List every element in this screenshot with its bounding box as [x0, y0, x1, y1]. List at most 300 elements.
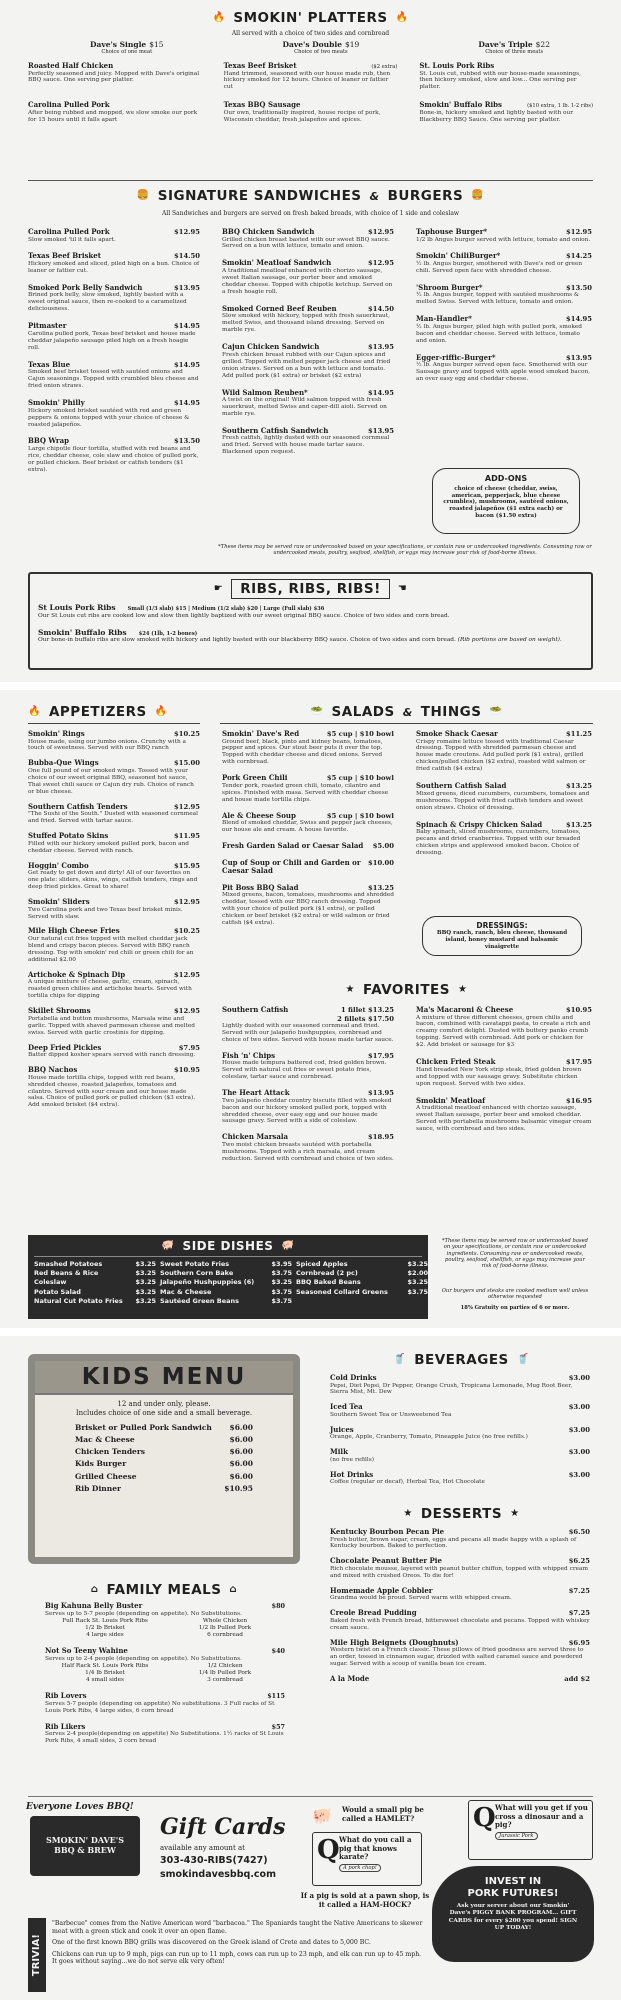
kids-item	[75, 1459, 253, 1468]
pointing-hand-icon: ☚	[397, 583, 408, 595]
item-desc: Hickory smoked brisket sautéed with red and green peppers & onions topped with your choice of cheese & roasted jalapeños.	[28, 407, 190, 428]
item-name: Roasted Half Chicken	[28, 61, 114, 70]
item-desc: Filled with our hickory smoked pulled pork, bacon and cheddar cheese. Served with ranch.	[28, 840, 189, 854]
item-name: Smoke Shack Caesar	[416, 729, 498, 738]
kids-item-name: Grilled Cheese	[75, 1471, 137, 1481]
item-name: Milk	[330, 1447, 348, 1457]
item-desc: Rich chocolate mousse, layered with peanut butter chiffon, topped with whipped cream and mixed with crushed Oreos. To die for!	[330, 1565, 588, 1579]
family-meals	[45, 1602, 285, 1753]
side-name: Sweet Potato Fries	[160, 1259, 230, 1268]
item-price: $13.50	[173, 437, 200, 446]
item-name: Texas Beef Brisket	[28, 251, 101, 261]
pig-icon: 🐖	[161, 1240, 175, 1252]
kids-sub-1: 12 and under only, please.	[117, 1400, 211, 1408]
q-mark: Q	[473, 1803, 496, 1833]
menu-item	[416, 315, 592, 344]
item-name: Man-Handler*	[416, 314, 472, 324]
menu-item	[330, 1403, 590, 1418]
karate-question: What do you call a pig that knows karate?	[339, 1835, 412, 1862]
item-name: Mile High Cheese Fries	[28, 926, 120, 936]
item-desc: Lightly dusted with our seasoned cornmeal and fried. Served with our jalapeño hushpuppies, cornbread and choice of two sides. Served with house made tartar sauce.	[222, 1022, 394, 1043]
item-name: Pitmaster	[28, 321, 67, 331]
pointing-hand-icon: ☛	[213, 583, 224, 595]
menu-item	[28, 1007, 200, 1036]
side-name	[296, 1297, 396, 1306]
item-name: Bubba-Que Wings	[28, 758, 99, 768]
house-icon: ⌂	[229, 1584, 238, 1596]
ribs-title: RIBS, RIBS, RIBS!	[231, 579, 390, 599]
item-price: $14.50	[367, 304, 394, 313]
family-name: Rib Likers	[45, 1721, 86, 1731]
item-desc: ½ lb. Angus burger, piled high with pulled pork, smoked bacon and cheddar cheese. Served with lettuce, tomato and onion.	[416, 323, 582, 344]
burger-column	[416, 228, 592, 392]
star-icon: ★	[345, 984, 356, 996]
kids-item	[75, 1423, 253, 1432]
size-price: $22	[535, 40, 550, 49]
item-price: $7.25	[568, 1586, 590, 1595]
side-dishes-panel	[28, 1235, 428, 1319]
family-meal	[45, 1602, 285, 1639]
item-price: $13.25	[565, 782, 592, 791]
platter-size-name	[478, 40, 550, 49]
kids-item-name: Rib Dinner	[75, 1483, 121, 1493]
item-desc: ½ lb. Angus burger, smothered with Dave's red or green chili. Served open face with shredded cheese.	[416, 261, 583, 274]
menu-item	[330, 1448, 590, 1463]
item-name: Fish 'n' Chips	[222, 1050, 276, 1060]
phone-number[interactable]: 303-430-RIBS(7427)	[160, 1855, 268, 1866]
item-price: 1 fillet $13.25	[340, 1006, 394, 1014]
addons-box	[432, 468, 580, 534]
item-price: $12.95	[565, 228, 592, 236]
item-name: Fresh Garden Salad or Caesar Salad	[222, 841, 364, 851]
item-price: $13.95	[565, 353, 592, 362]
menu-item	[222, 1133, 394, 1162]
side-name: Seasoned Collard Greens	[296, 1287, 388, 1296]
item-name: Carolina Pulled Pork	[28, 227, 110, 236]
sandwiches-title: SIGNATURE SANDWICHES	[157, 188, 362, 204]
family-contents	[45, 1663, 285, 1670]
item-desc: A unique mixture of cheese, garlic, cream, spinach, roasted green chilies and artichoke hearts. Served with tortilla chips for dipping	[28, 979, 192, 1000]
item-price: $7.95	[178, 1043, 200, 1052]
kids-item	[75, 1472, 253, 1481]
item-header	[28, 927, 200, 936]
gift-card-image	[30, 1816, 140, 1876]
menu-item	[222, 343, 394, 379]
platter-size-name	[90, 40, 164, 49]
kids-item-price: $6.00	[229, 1471, 253, 1481]
item-name: Taphouse Burger*	[416, 227, 488, 236]
item-name: Southern Catfish Salad	[416, 781, 507, 791]
family-header	[45, 1692, 285, 1701]
item-name: Pit Boss BBQ Salad	[222, 882, 299, 892]
dino-question: What will you get if you cross a dinosaur and a pig?	[495, 1803, 588, 1830]
item-desc: Our natural cut fries topped with melted cheddar jack blend and crispy bacon pieces. Served with BBQ ranch dressing. Top with smokin' red chili or green chili for an additional $2.00	[28, 936, 194, 963]
item-name: Smokin' Rings	[28, 729, 85, 738]
item-price: $7.25	[568, 1609, 590, 1618]
item-header	[419, 101, 593, 110]
item-name: Deep Fried Pickles	[28, 1042, 102, 1052]
side-name: Red Beans & Rice	[34, 1269, 99, 1278]
item-name: Cajun Chicken Sandwich	[222, 342, 320, 352]
dressings-title: DRESSINGS:	[476, 921, 528, 930]
side-price: $3.25	[135, 1287, 156, 1296]
item-desc: Fresh catfish, lightly dusted with our seasoned cornmeal and fried. Served with house made tartar sauce. Blackened upon request.	[222, 435, 390, 456]
addons-desc: choice of cheese (cheddar, swiss, american, pepperjack, blue cheese crumbles), mushrooms, sautéed onions, roasted jalapeños ($1 extra each) or bacon ($1.50 extra)	[443, 485, 569, 519]
menu-item	[416, 354, 592, 383]
item-price: $5 cup | $10 bowl	[326, 774, 394, 783]
item-header	[28, 1007, 200, 1016]
side-price: $3.25	[135, 1278, 156, 1287]
item-header	[224, 62, 398, 71]
item-desc: Our own, traditionally inspired, house recipe of pork, Wisconsin cheddar, fresh jalapeños and spices.	[223, 109, 381, 123]
item-name: Smokin' Meatloaf	[416, 1095, 486, 1105]
item-header	[416, 354, 592, 363]
invest-line-1: INVEST IN	[484, 1876, 542, 1887]
item-desc: Batter dipped kosher spears served with ranch dressing.	[28, 1052, 196, 1059]
menu-page-3	[0, 1336, 621, 2000]
item-header	[330, 1587, 590, 1596]
family-desc: Serves up to 2-4 people (depending on appetite). No Substitutions.	[45, 1655, 242, 1662]
menu-item	[28, 971, 200, 1000]
family-left: 1/2 lb Brisket	[85, 1624, 125, 1631]
item-name: Wild Salmon Reuben*	[222, 387, 308, 397]
item-header	[330, 1448, 590, 1457]
item-name: The Heart Attack	[222, 1088, 290, 1098]
item-desc: Mixed greens, diced cucumbers, cucumbers, tomatoes and mushrooms. Topped with fried catfish tenders and sweet onion straws. Choice of dressing.	[416, 790, 590, 811]
side-price: $3.25	[407, 1278, 428, 1287]
menu-item	[330, 1609, 590, 1631]
platter-sizes	[90, 40, 550, 55]
menu-item	[28, 730, 200, 752]
item-header	[28, 1044, 200, 1053]
menu-item	[416, 821, 592, 857]
dino-joke-box	[468, 1800, 593, 1860]
menu-item	[416, 1006, 592, 1049]
family-right: 6 cornbread	[207, 1631, 243, 1638]
beverages-header	[330, 1352, 593, 1368]
menu-item	[330, 1675, 590, 1684]
sandwiches-subtitle: All Sandwiches and burgers are served on fresh baked breads, with choice of 1 side and coleslaw	[161, 210, 460, 217]
item-desc: Tender pork, roasted green chili, tomato, cilantro and spices. Finished with masa. Served with cheddar cheese and house made tortilla chips.	[222, 782, 389, 803]
logo-text: SMOKIN' DAVE'S BBQ & BREW	[46, 1835, 124, 1855]
star-icon: ★	[457, 984, 468, 996]
family-header	[45, 1647, 285, 1656]
menu-item	[28, 228, 200, 243]
item-desc: Hand trimmed, seasoned with our house made rub, then hickory smoked for 12 hours. Choice of leaner or fattier cut	[223, 70, 391, 91]
menu-item	[28, 832, 200, 854]
trivia-label-box	[28, 1918, 46, 1992]
side-price: $3.75	[407, 1287, 428, 1296]
item-desc: Southern Sweet Tea or Unsweetened Tea	[330, 1411, 452, 1418]
item-price: $10.00	[367, 858, 394, 867]
flame-icon: 🔥	[212, 12, 226, 24]
side-row	[34, 1259, 428, 1269]
menu-item	[419, 62, 593, 91]
item-price: $10.25	[173, 927, 200, 936]
menu-item	[222, 1006, 394, 1044]
kids-item-price: $10.95	[224, 1483, 253, 1493]
menu-item	[28, 927, 200, 963]
item-header	[222, 228, 394, 237]
menu-item	[28, 361, 200, 390]
size-note: Choice of one meat	[101, 49, 153, 56]
item-price: $15.95	[173, 861, 200, 870]
stl-ribs-name: St Louis Pork Ribs	[38, 603, 116, 613]
family-name: Rib Lovers	[45, 1690, 87, 1700]
item-price: $12.95	[173, 228, 200, 236]
side-price: $3.25	[271, 1278, 292, 1287]
karate-answer: A pork chop!	[339, 1864, 381, 1872]
kids-item-price: $6.00	[229, 1423, 253, 1433]
item-desc: "The Sushi of the South." Dusted with seasoned cornmeal and fried. Served with tartar sauce.	[28, 811, 198, 825]
item-price: $5 cup | $10 bowl	[326, 730, 394, 738]
item-price: $5 cup | $10 bowl	[326, 811, 394, 820]
buffalo-ribs-name: Smokin' Buffalo Ribs	[38, 627, 127, 637]
item-price: $12.95	[173, 802, 200, 811]
item-name: Smokin' Buffalo Ribs	[419, 100, 503, 110]
item-desc: Two moist chicken breasts sautéed with portabella mushrooms. Topped with a rich marsala, and cream reduction. Served with cornbread and choice of two sides.	[222, 1141, 394, 1162]
trivia-fact: One of the first known BBQ grills was discovered on the Greek island of Crete and dates to 5,000 BC.	[52, 1939, 371, 1947]
dino-answer: Jurassic Pork	[495, 1832, 538, 1840]
item-desc: Get ready to get down and dirty! All of our favorites on one plate: sliders, skins, wings, catfish tenders, rings and deep fried pickles. Great to share!	[28, 870, 198, 891]
item-desc: Bone-in, hickory smoked and lightly basted with our Blackberry BBQ Sauce. One serving per platter.	[419, 109, 574, 123]
item-price: $18.95	[367, 1133, 394, 1142]
everyone-loves-bbq: Everyone Loves BBQ!	[26, 1802, 134, 1812]
item-desc: Pepsi, Diet Pepsi, Dr Pepper, Orange Crush, Tropicana Lemonade, Mug Root Beer, Sierra Mist, Mt. Dew	[330, 1382, 573, 1396]
kids-menu-sign	[28, 1354, 300, 1564]
item-name: Texas Blue	[28, 359, 71, 369]
item-desc: Hickory smoked and sliced, piled high on a bun. Choice of leaner or fattier cut.	[28, 261, 200, 274]
amp: &	[369, 189, 380, 203]
q-mark: Q	[317, 1835, 340, 1865]
item-desc: Hand breaded New York strip steak, fried golden brown and topped with our sausage gravy. Substitute chicken upon request. Served with two sides.	[416, 1066, 582, 1087]
item-desc: After being rubbed and mopped, we slow smoke our pork for 15 hours until it falls apart	[28, 109, 198, 123]
item-name: BBQ Nachos	[28, 1065, 78, 1075]
buffalo-ribs-price: $24 (1lb, 1-2 bones)	[138, 630, 198, 637]
menu-item	[330, 1639, 590, 1668]
family-left: Full Rack St. Louis Pork Ribs	[62, 1617, 148, 1624]
item-price: $10.95	[565, 1006, 592, 1014]
family-header	[45, 1602, 285, 1611]
favorites-header	[220, 982, 593, 998]
burgers-title: BURGERS	[387, 188, 464, 204]
menu-item	[222, 1052, 394, 1081]
item-header	[28, 322, 200, 331]
raw-disclaimer: *These items may be served raw or undercooked based on your specifications, or contain raw or undercooked ingredients. Consuming raw or undercooked meats, poultry, seafood, shellfish, or eggs may increase your risk of food-borne illness.	[218, 544, 592, 557]
item-name: Chicken Fried Steak	[416, 1057, 496, 1067]
bowl-icon: 🥗	[310, 706, 324, 718]
item-name: 'Shroom Burger*	[416, 282, 483, 292]
item-header	[330, 1374, 590, 1383]
item-name: Cold Drinks	[330, 1373, 377, 1382]
menu-item	[28, 898, 200, 920]
bowl-icon: 🥗	[489, 706, 503, 718]
side-price: $3.25	[135, 1259, 156, 1268]
item-price: $3.00	[568, 1470, 590, 1479]
favorites-column-1	[222, 1006, 394, 1171]
menu-item	[224, 62, 398, 91]
item-header	[222, 730, 394, 739]
stl-ribs-desc: Our St Louis cut ribs are cooked low and slow then lightly baptized with our sweet original BBQ sauce. Choice of two sides and corn bread.	[38, 612, 450, 619]
item-extra: ($10 extra, 1 lb. 1-2 ribs)	[527, 103, 593, 110]
sides-title: SIDE DISHES	[182, 1239, 274, 1253]
salads-column-1	[222, 730, 394, 935]
menu-item	[222, 774, 394, 803]
item-price: $13.95	[173, 283, 200, 292]
kids-item	[75, 1447, 253, 1456]
item-name: Chicken Marsala	[222, 1132, 289, 1142]
sides-note: *These items may be served raw or undercooked based on your specifications, or contain raw or undercooked ingredients. Consuming raw or undercooked meats, poultry, seafood, shellfish, or eggs may increase your risk of food-borne illness.	[442, 1238, 588, 1270]
family-right: 1/2 lb Pulled Pork	[198, 1624, 252, 1631]
item-desc: Two Carolina pork and two Texas beef brisket minis. Served with slaw.	[28, 906, 183, 920]
item-price: $6.50	[568, 1528, 590, 1536]
item-price: $17.95	[367, 1051, 394, 1060]
item-name: Smoked Corned Beef Reuben	[222, 303, 337, 313]
family-right: 1/4 lb Pulled Pork	[198, 1669, 252, 1676]
item-desc: Slow smoked with hickory, topped with fresh sauerkraut, melted Swiss, and thousand island dressing. Served on marble rye.	[222, 313, 390, 334]
item-name: St. Louis Pork Ribs	[419, 61, 495, 70]
menu-item	[28, 101, 202, 123]
menu-item	[330, 1557, 590, 1579]
menu-item	[222, 859, 394, 876]
size-name: Dave's Double	[282, 40, 342, 49]
item-desc: Portabella and button mushrooms, Marsala wine and garlic. Topped with shaved parmesan cheese and melted swiss. Served with garlic crostinis for dipping.	[28, 1015, 195, 1036]
item-name: Cup of Soup or Chili and Garden or Caesar Salad	[222, 857, 361, 876]
item-name: Artichoke & Spinach Dip	[28, 969, 126, 979]
desserts-header	[330, 1506, 593, 1522]
size-note: Choice of two meats	[294, 49, 348, 56]
menu-item	[416, 228, 592, 243]
family-contents	[45, 1625, 285, 1632]
item-desc: A traditional meatloaf enhanced with chorizo sausage, sweet Italian sausage, our porter beer and smoked cheddar cheese. Topped with chipotle ketchup. Served on a fresh hoagie roll.	[222, 267, 393, 295]
item-desc: One full pound of our smoked wings. Tossed with your choice of our sweet original BBQ, seasoned hot sauce, Thai sweet chili sauce or Cajun dry rub. Choice of ranch or blue cheese.	[28, 767, 194, 795]
item-desc: Slow smoked 'til it falls apart.	[28, 236, 116, 243]
side-row	[34, 1297, 422, 1306]
item-header	[222, 884, 394, 893]
item-header	[224, 101, 398, 110]
menu-item	[222, 228, 394, 250]
side-price: $3.75	[271, 1287, 292, 1296]
hamhock-joke: If a pig is sold at a pawn shop, is it called a HAM-HOCK?	[300, 1891, 430, 1909]
platter-size-name	[283, 40, 360, 49]
family-desc: Serves up to 5-7 people (depending on appetite). No Substitutions.	[45, 1610, 242, 1617]
hamlet-joke: Would a small pig be called a HAMLET?	[342, 1805, 424, 1823]
appetizers-header	[28, 704, 200, 724]
item-desc: Fresh chicken breast rubbed with our Cajun spices and grilled. Topped with melted pepper jack cheese and fried onion straws. Served on a bun with lettuce and tomato. Add pulled pork ($1 extra) or brisket ($2 extra)	[222, 351, 391, 379]
drink-icon: 🥤	[516, 1354, 530, 1366]
item-desc: Crispy romaine lettuce tossed with traditional Caesar dressing. Topped with shredded parmesan cheese and house made croutons. Add pulled pork ($1 extra), grilled chicken/pulled chicken ($2 extra), roasted wild salmon or fried catfish ($4 extra)	[416, 738, 586, 773]
flame-icon: 🔥	[28, 706, 41, 718]
item-price: $3.00	[568, 1374, 590, 1382]
item-price: $3.00	[568, 1403, 590, 1412]
menu-item	[416, 252, 592, 274]
kids-item-price: $6.00	[229, 1435, 253, 1445]
item-header	[330, 1675, 590, 1684]
family-name: Big Kahuna Belly Buster	[45, 1601, 143, 1610]
beverage-list	[330, 1374, 590, 1493]
item-price: $13.95	[367, 426, 394, 435]
menu-item	[28, 322, 200, 351]
item-header	[222, 389, 394, 398]
item-desc: Two jalapeño cheddar country biscuits filled with smoked bacon and our hickory smoked pulled pork, topped with shredded cheese, over easy egg and our house made sausage gravy. Served with a side of coleslaw.	[222, 1097, 392, 1125]
item-price: $12.95	[173, 1007, 200, 1016]
item-header	[222, 1089, 394, 1098]
family-right: 1/2 Chicken	[207, 1662, 243, 1669]
item-name: Carolina Pulled Pork	[28, 100, 110, 110]
side-name: Mac & Cheese	[160, 1287, 212, 1296]
platters-header	[0, 10, 621, 26]
menu-item	[222, 812, 394, 834]
item-price: $5.00	[372, 842, 394, 851]
salads-header	[220, 704, 593, 724]
item-price: $13.25	[565, 820, 592, 829]
item-desc: A mixture of three different cheeses, green chilis and bacon, combined with cavatappi pasta, to create a rich and creamy comfort delight. Dusted with buttery panko crumb topping. Served with cornbread. Add pork or chicken for $2. Add brisket or sausage for $3	[416, 1014, 591, 1049]
size-name: Dave's Triple	[478, 40, 533, 49]
buffalo-ribs-desc: Our bone-in buffalo ribs are slow smoked with hickory and lightly basted with our blackberry BBQ sauce. Choice of two sides and corn bread.	[38, 637, 456, 644]
kids-item	[75, 1484, 253, 1493]
item-name: Southern Catfish Sandwich	[222, 425, 329, 435]
item-header	[222, 259, 394, 268]
menu-item	[330, 1374, 590, 1396]
ribs-box	[28, 572, 593, 670]
platter-items	[28, 62, 593, 134]
favorites-title: FAVORITES	[363, 982, 450, 998]
menu-item	[416, 730, 592, 773]
website-link[interactable]: smokindavesbbq.com	[160, 1869, 276, 1880]
item-name: Creole Bread Pudding	[330, 1608, 417, 1618]
item-name: Juices	[330, 1424, 354, 1434]
family-meal	[45, 1723, 285, 1746]
trivia-label: TRIVIA!	[30, 1933, 42, 1977]
sides-grid	[34, 1259, 428, 1307]
item-name: Ale & Cheese Soup	[222, 810, 296, 820]
item-desc: Perfectly seasoned and juicy. Mopped with Dave's original BBQ sauce. One serving per platter.	[28, 70, 200, 84]
menu-page-1	[0, 0, 621, 682]
platters-subtitle: All served with a choice of two sides and cornbread	[231, 30, 390, 37]
item-name: Homemade Apple Cobbler	[330, 1585, 433, 1595]
side-price: $2.00	[407, 1269, 428, 1278]
sides-header	[34, 1239, 422, 1257]
item-header	[416, 821, 592, 830]
item-price: $3.00	[568, 1448, 590, 1457]
size-price: $19	[345, 40, 360, 49]
item-header	[416, 1058, 592, 1067]
menu-page-2	[0, 690, 621, 1328]
side-price: $3.95	[271, 1259, 292, 1268]
item-header	[28, 1066, 200, 1075]
side-row	[34, 1278, 428, 1287]
karate-joke-box	[312, 1832, 422, 1886]
rib-weight-note: (Rib portions are based on weight).	[457, 637, 562, 644]
gratuity-note: 18% Gratuity on parties of 6 or more.	[460, 1305, 570, 1311]
item-header	[28, 437, 200, 446]
invest-line-3: Ask your server about our Smokin' Dave's PIGGY BANK PROGRAM... GIFT CARDS for every $200 you spend! SIGN UP TODAY!	[448, 1903, 578, 1931]
item-price: $12.95	[367, 259, 394, 268]
item-header	[416, 730, 592, 739]
item-header	[330, 1557, 590, 1566]
side-name: Smashed Potatoes	[34, 1259, 103, 1268]
menu-item	[330, 1471, 590, 1486]
item-price: add $2	[564, 1675, 590, 1684]
menu-item	[330, 1426, 590, 1441]
menu-item	[28, 862, 200, 891]
dressings-list: BBQ ranch, ranch, bleu cheese, thousand island, honey mustard and balsamic vinaigrette	[436, 930, 568, 950]
item-header	[222, 774, 394, 783]
item-name: Hoggin' Combo	[28, 860, 89, 870]
item-header	[28, 898, 200, 907]
ribs-header	[30, 579, 591, 599]
family-left: 4 large sides	[86, 1631, 124, 1638]
